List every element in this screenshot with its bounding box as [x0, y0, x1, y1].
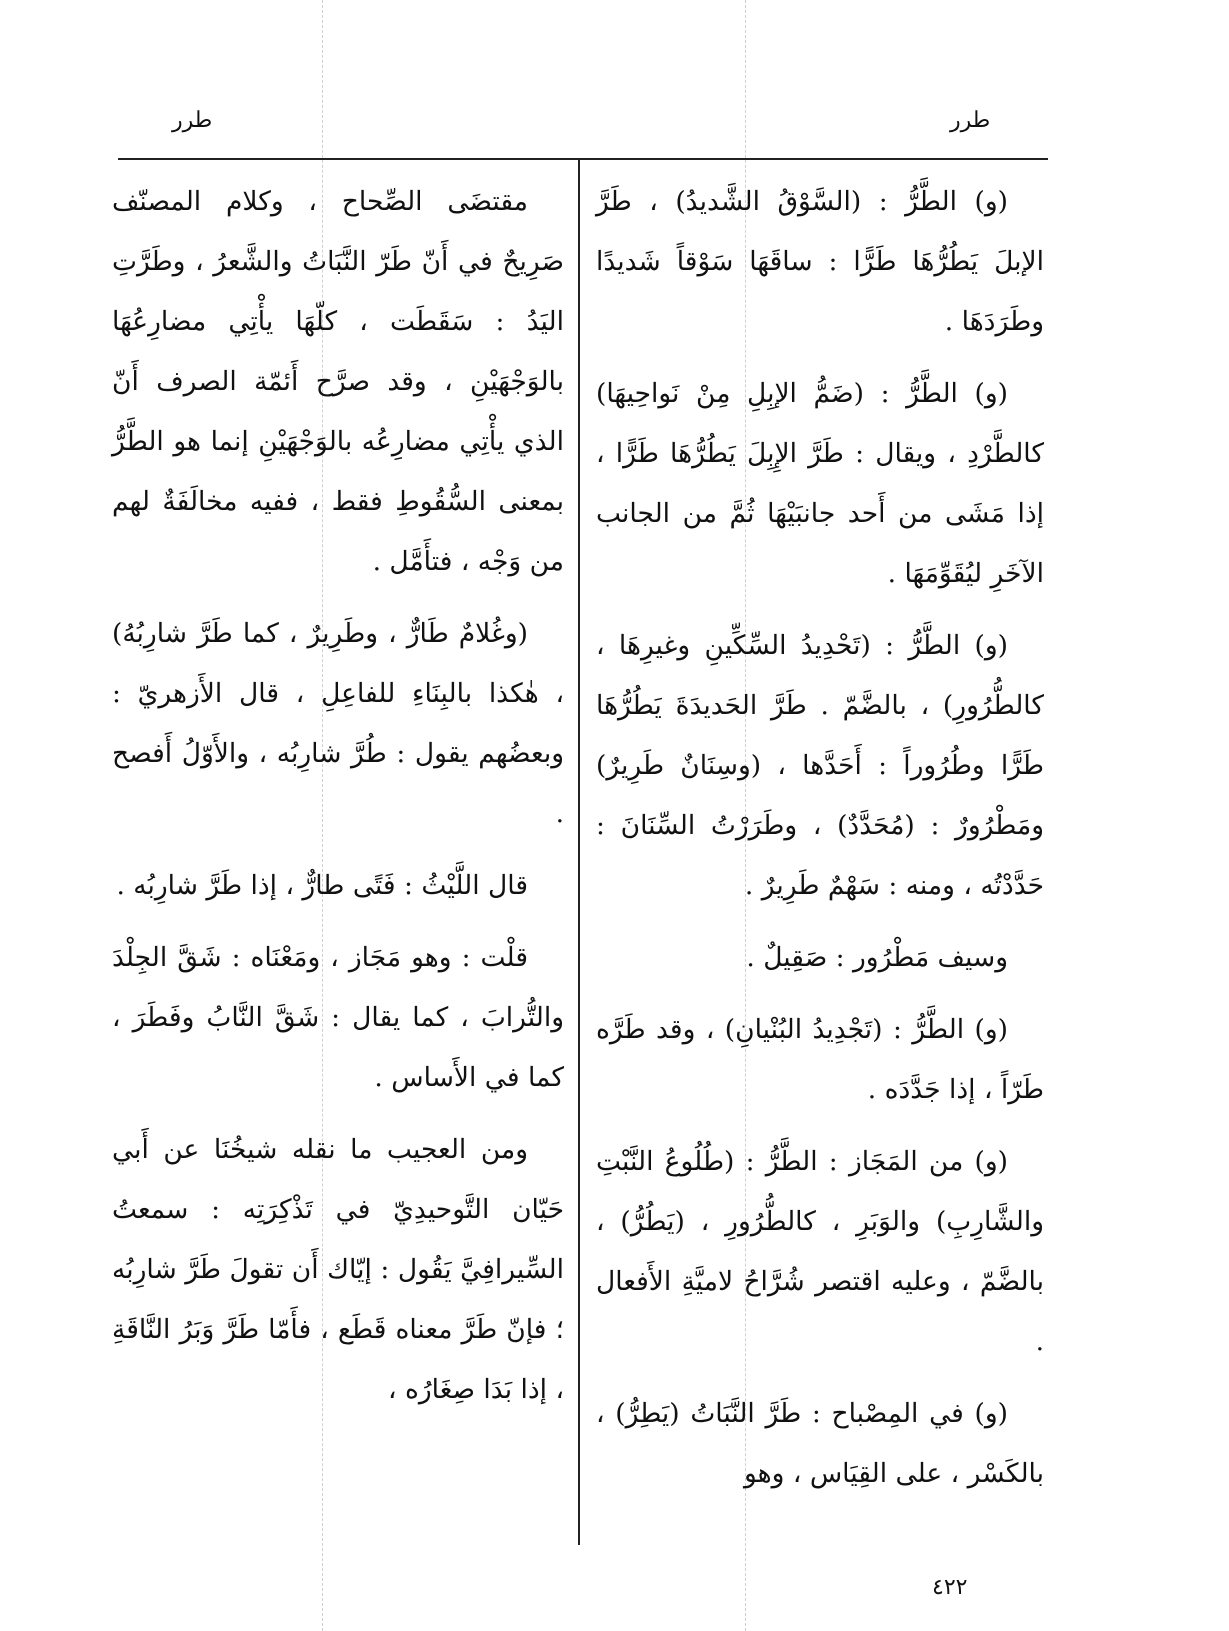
right-column [596, 172, 1044, 1516]
entry-paragraph: قلْت : وهو مَجَاز ، ومَعْنَاه : شَقَّ الجِلْدَ والتُّرابَ ، كما يقال : شَقَّ النَّابُ وفَطَرَ ، كما في الأَساس . [112, 942, 564, 1093]
entry-paragraph: (و) الطَّرُّ : (السَّوْقُ الشَّديدُ) ، طَرَّ الإبلَ يَطُرُّهَا طَرًّا : ساقَهَا سَوْقاً شَديدًا وطَرَدَهَا . [596, 186, 1044, 337]
entry-paragraph: مقتضَى الصِّحاح ، وكلام المصنّف صَرِيحٌ في أَنّ طَرّ النَّبَاتُ والشَّعرُ ، وطَرَّتِ اليَدُ : سَقَطَت ، كلّهَا يأْتِي مضارِعُهَا بالوَجْهَيْنِ ، وقد صرَّح أَئمّة الصرف أَنّ الذي يأْتِي مضارِعُه بالوَجْهَيْنِ إنما هو الطَّرُّ بمعنى السُّقُوطِ فقط ، ففيه مخالَفَةٌ لهم من وَجْه ، فتأَمَّل . [112, 186, 564, 577]
page-number: ٤٢٢ [932, 1575, 968, 1600]
left-column [112, 172, 564, 1432]
entry-paragraph: ومن العجيب ما نقله شيخُنَا عن أَبي حَيّان التَّوحيدِيّ في تَذْكِرَتِه : سمعتُ السِّيرافِيَّ يَقُول : إيّاك أَن تقولَ طَرَّ شارِبُه ؛ فإنّ طَرَّ معناه قَطَع ، فأَمّا طَرَّ وَبَرُ النَّاقَةِ ، إذا بَدَا صِغَارُه ، [112, 1134, 564, 1405]
column-divider [578, 160, 580, 1545]
entry-paragraph: (وغُلامٌ طَارٌّ ، وطَرِيرٌ ، كما طَرَّ شارِبُهُ) ، هٰكذا بالبِنَاءِ للفاعِلِ ، قال الأَزهريّ : وبعضُهم يقول : طُرَّ شارِبُه ، والأَوّلُ أَفصح . [112, 618, 564, 829]
header-rule [118, 158, 1048, 160]
entry-paragraph: وسيف مَطْرُور : صَقِيلٌ . [746, 942, 1008, 973]
entry-paragraph: (و) الطَّرُّ : (تَجْدِيدُ البُنْيانِ) ، وقد طَرَّه طَرّاً ، إذا جَدَّدَه . [596, 1014, 1044, 1105]
entry-paragraph: (و) الطَّرُّ : (تَحْدِيدُ السِّكِّينِ وغيرِهَا ، كالطُّرُورِ) ، بالضَّمّ . طَرَّ الحَديدَةَ يَطُرُّهَا طَرًّا وطُرُوراً : أَحَدَّها ، (وسِنَانٌ طَرِيرٌ) ومَطْرُورٌ : (مُحَدَّدٌ) ، وطَرَرْتُ السِّنَانَ : حَدَّدْتُه ، ومنه : سَهْمٌ طَرِيرٌ . [596, 630, 1044, 901]
entry-paragraph: (و) في المِصْباح : طَرَّ النَّبَاتُ (يَطِرُّ) ، بالكَسْر ، على القِيَاس ، وهو [596, 1398, 1044, 1489]
running-head-right: طرر [950, 108, 991, 133]
entry-paragraph: (و) من المَجَاز : الطَّرُّ : (طُلُوعُ النَّبْتِ والشَّارِبِ) والوَبَرِ ، كالطُّرُورِ ، (يَطُرُّ) ، بالضَّمّ ، وعليه اقتصر شُرَّاحُ لاميَّةِ الأَفعال . [596, 1146, 1044, 1357]
entry-paragraph: (و) الطَّرُّ : (ضَمُّ الإبِلِ مِنْ نَواحِيهَا) كالطَّرْدِ ، ويقال : طَرَّ الإِبِلَ يَطُرُّهَا طَرًّا ، إذا مَشَى من أَحد جانبَيْهَا ثُمَّ من الجانب الآخَرِ ليُقَوِّمَهَا . [596, 378, 1044, 589]
running-head-left: طرر [172, 108, 213, 133]
entry-paragraph: قال اللَّيْثُ : فَتًى طارٌّ ، إذا طَرَّ شارِبُه . [116, 870, 528, 901]
